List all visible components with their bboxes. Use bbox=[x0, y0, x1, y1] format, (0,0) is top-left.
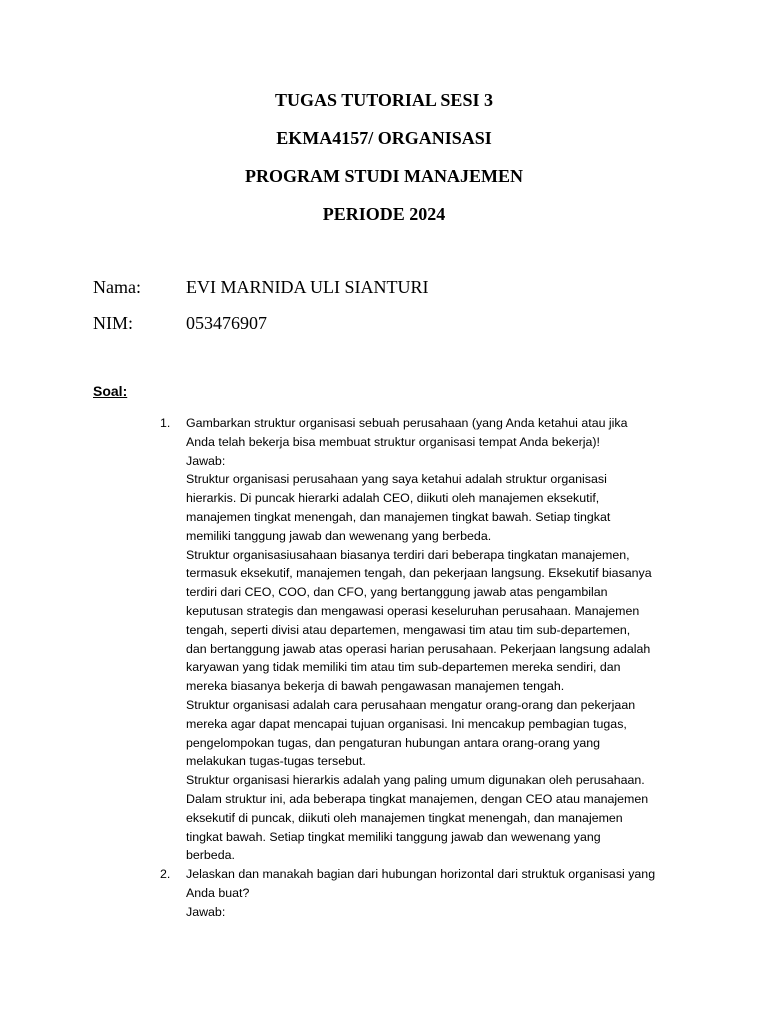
question-text-line: pengelompokan tugas, dan pengaturan hubungan antara orang-orang yang bbox=[186, 735, 601, 750]
title-line-2: EKMA4157/ ORGANISASI bbox=[276, 128, 492, 148]
question-text-line: tingkat bawah. Setiap tingkat memiliki tanggung jawab dan wewenang yang bbox=[186, 829, 601, 844]
question-text-line: berbeda. bbox=[186, 848, 235, 863]
nama-row bbox=[93, 274, 428, 310]
question-text-line: Jawab: bbox=[186, 904, 226, 919]
question-item bbox=[160, 414, 680, 865]
question-text-line: Anda buat? bbox=[186, 885, 250, 900]
title-line-3: PROGRAM STUDI MANAJEMEN bbox=[245, 166, 523, 186]
question-text-line: Anda telah bekerja bisa membuat struktur organisasi tempat Anda bekerja)! bbox=[186, 434, 600, 449]
question-text-line: karyawan yang tidak memiliki tim atau tim sub-departemen mereka sendiri, dan bbox=[186, 660, 621, 675]
soal-heading: Soal: bbox=[93, 383, 128, 399]
nama-label: Nama: bbox=[93, 277, 141, 297]
question-text-line: keputusan strategis dan mengawasi operasi keseluruhan perusahaan. Manajemen bbox=[186, 603, 640, 618]
nim-value: 053476907 bbox=[186, 313, 267, 333]
question-text-line: melakukan tugas-tugas tersebut. bbox=[186, 754, 366, 769]
question-text-line: Struktur organisasi perusahaan yang saya ketahui adalah struktur organisasi bbox=[186, 472, 607, 487]
question-text-line: mereka biasanya bekerja di bawah pengawasan manajemen tengah. bbox=[186, 679, 565, 694]
question-text-line: eksekutif di puncak, diikuti oleh manajemen tingkat menengah, dan manajemen bbox=[186, 810, 623, 825]
nim-row bbox=[93, 310, 428, 346]
question-text-line: dan bertanggung jawab atas operasi harian perusahaan. Pekerjaan langsung adalah bbox=[186, 641, 651, 656]
question-body bbox=[186, 414, 680, 865]
question-text-line: Gambarkan struktur organisasi sebuah perusahaan (yang Anda ketahui atau jika bbox=[186, 416, 628, 430]
question-text-line: Struktur organisasi adalah cara perusahaan mengatur orang-orang dan pekerjaan bbox=[186, 697, 636, 712]
identity-block bbox=[93, 274, 428, 346]
nim-label: NIM: bbox=[93, 313, 133, 333]
question-text-line: manajemen tingkat menengah, dan manajemen tingkat bawah. Setiap tingkat bbox=[186, 509, 611, 524]
title-block bbox=[0, 86, 768, 238]
nama-value: EVI MARNIDA ULI SIANTURI bbox=[186, 277, 429, 297]
title-line-4: PERIODE 2024 bbox=[322, 204, 446, 224]
question-text-line: Struktur organisasi hierarkis adalah yang paling umum digunakan oleh perusahaan. bbox=[186, 773, 645, 788]
question-text-line: Jelaskan dan manakah bagian dari hubungan horizontal dari struktuk organisasi yang bbox=[186, 867, 656, 882]
title-line-1: TUGAS TUTORIAL SESI 3 bbox=[275, 90, 493, 110]
question-number: 1. bbox=[160, 416, 171, 430]
question-number: 2. bbox=[160, 867, 171, 882]
question-text-line: Dalam struktur ini, ada beberapa tingkat manajemen, dengan CEO atau manajemen bbox=[186, 791, 649, 806]
question-item bbox=[160, 865, 680, 921]
question-text-line: terdiri dari CEO, COO, dan CFO, yang bertanggung jawab atas pengambilan bbox=[186, 585, 608, 600]
question-text-line: memiliki tanggung jawab dan wewenang yang berbeda. bbox=[186, 528, 492, 543]
question-text-line: hierarkis. Di puncak hierarki adalah CEO, diikuti oleh manajemen eksekutif, bbox=[186, 491, 600, 506]
question-body bbox=[186, 865, 680, 921]
question-text-line: Jawab: bbox=[186, 453, 226, 468]
question-text-line: tengah, seperti divisi atau departemen, mengawasi tim atau tim sub-departemen, bbox=[186, 622, 631, 637]
question-text-line: termasuk eksekutif, manajemen tengah, dan pekerjaan langsung. Eksekutif biasanya bbox=[186, 566, 652, 581]
question-text-line: mereka agar dapat mencapai tujuan organisasi. Ini mencakup pembagian tugas, bbox=[186, 716, 627, 731]
question-text-line: Struktur organisasiusahaan biasanya terdiri dari beberapa tingkatan manajemen, bbox=[186, 547, 630, 562]
questions-list bbox=[160, 414, 680, 922]
